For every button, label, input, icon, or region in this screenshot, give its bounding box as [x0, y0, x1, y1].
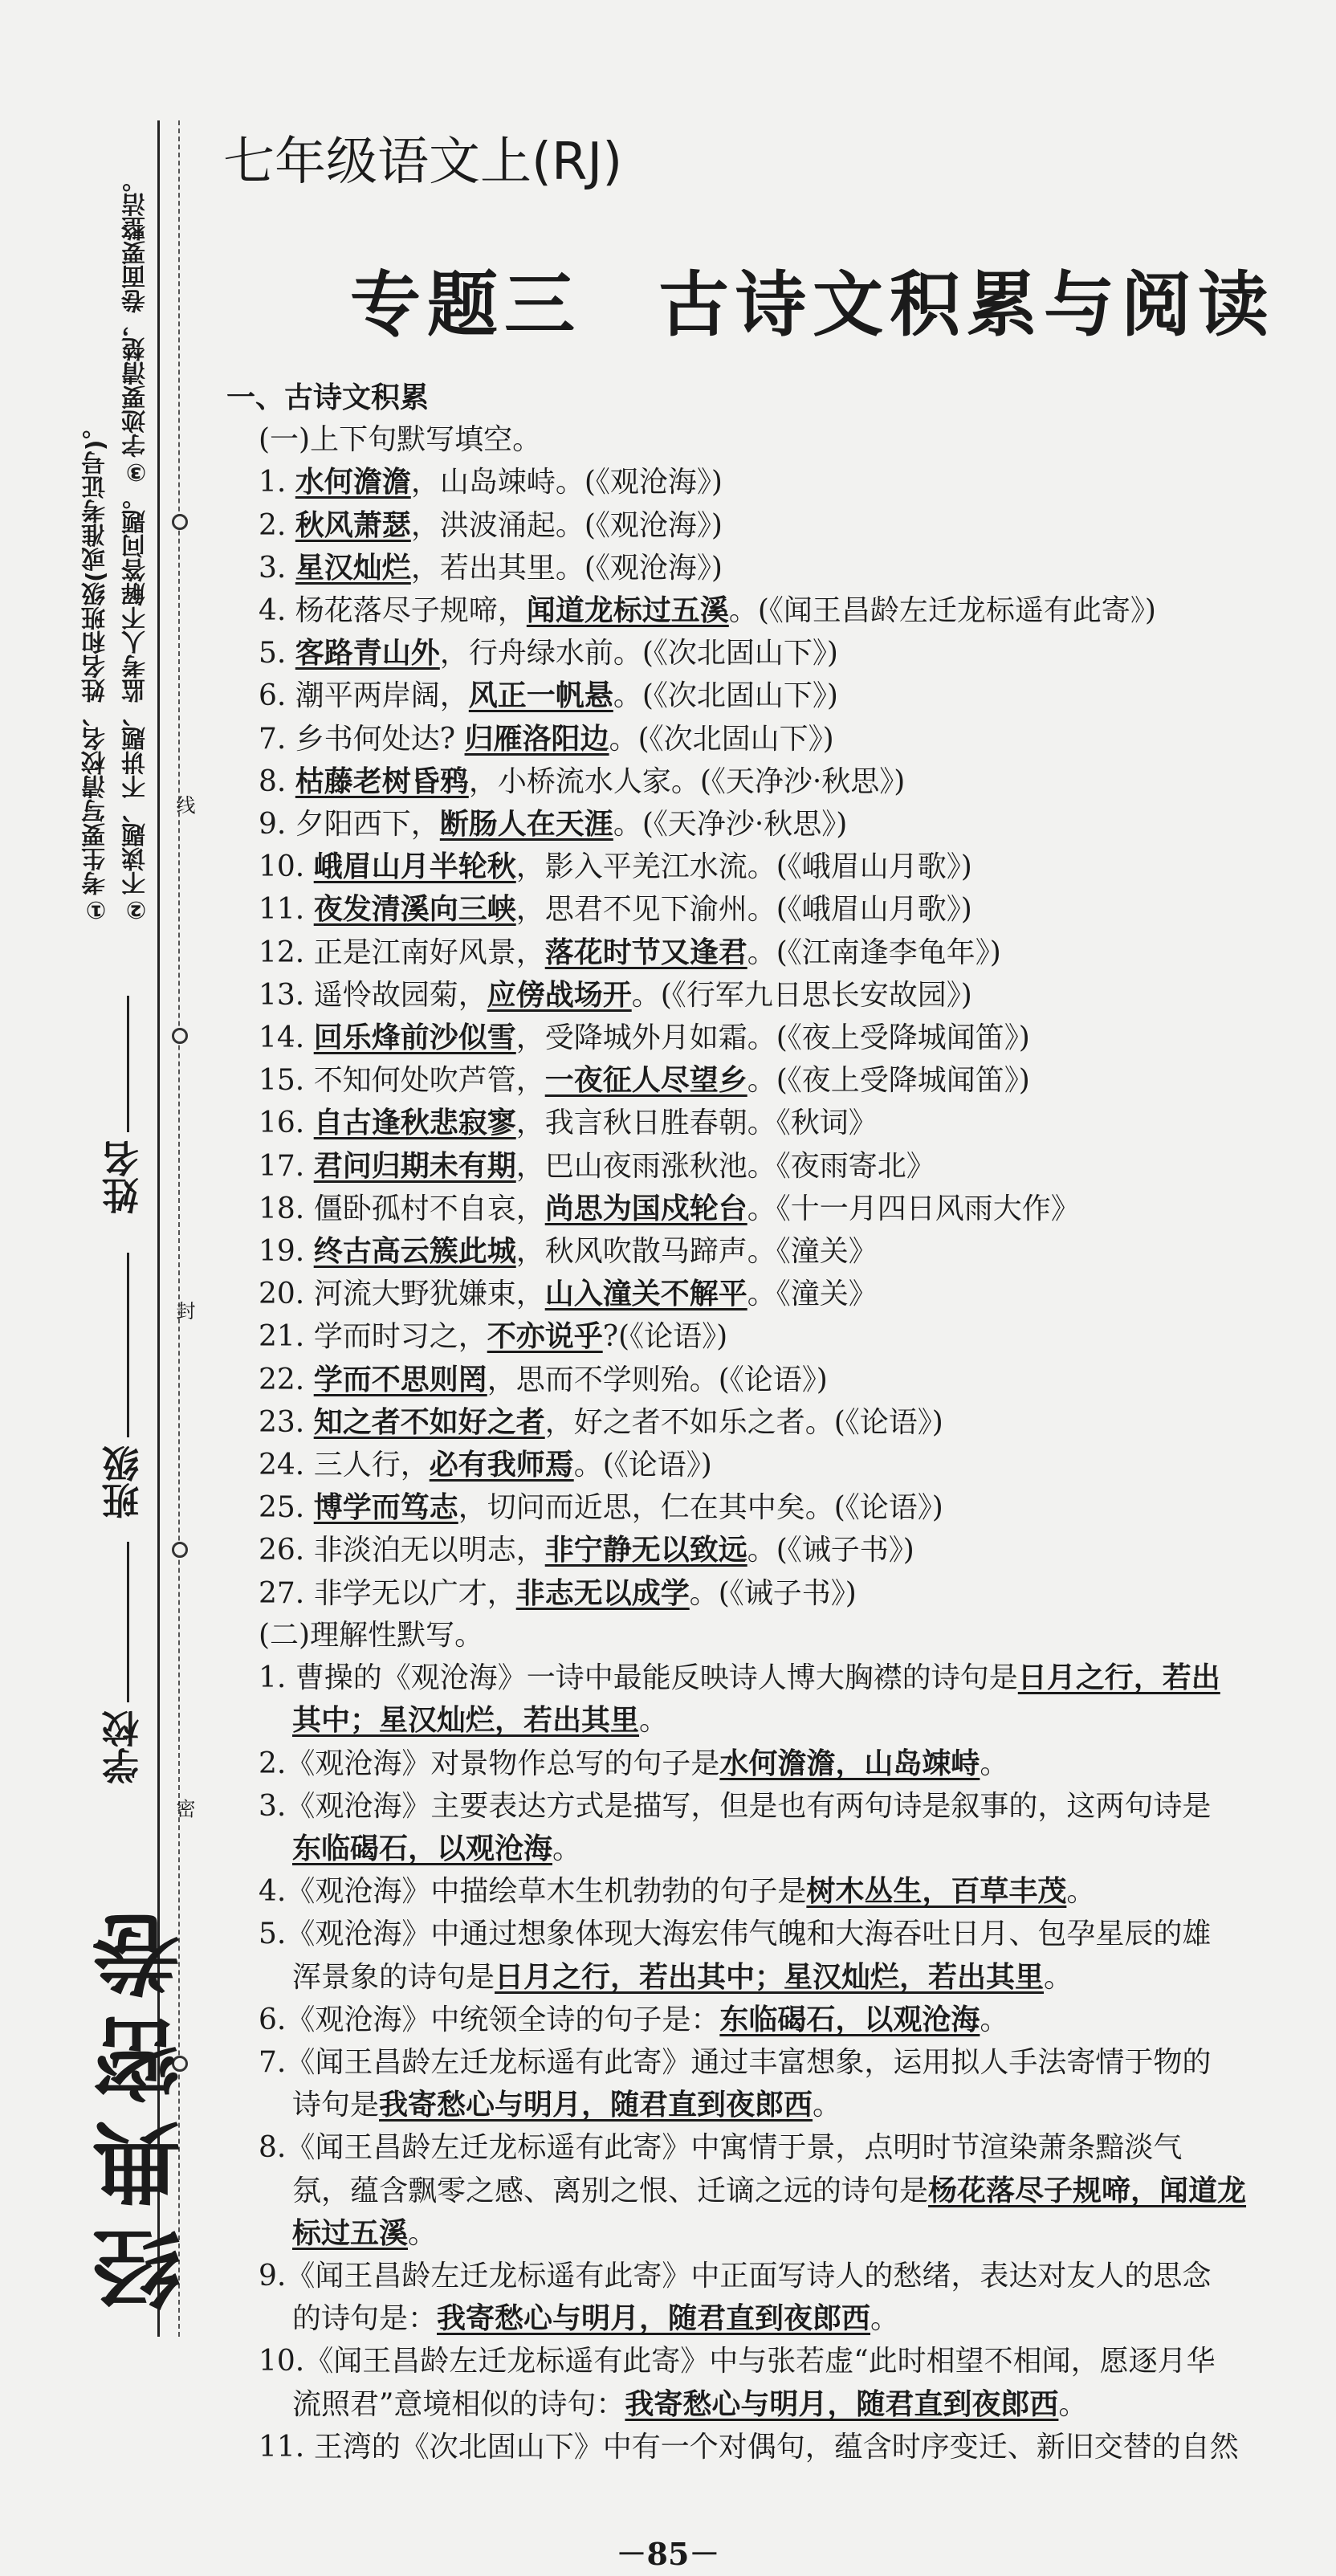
page-number: －85－ [616, 2536, 720, 2572]
list-item [226, 1401, 1286, 1444]
question-text: ?(《论语》) [602, 1320, 728, 1354]
question-text: 17. [259, 1149, 314, 1183]
list-item [226, 1359, 1286, 1401]
question-text: 。(《夜上受降城闻笛》) [747, 1064, 1030, 1098]
question-text: 1. 曹操的《观沧海》一诗中最能反映诗人博大胸襟的诗句是 [259, 1661, 1018, 1695]
question-text: 12. 正是江南好风景， [259, 935, 545, 969]
list-item [226, 888, 1286, 931]
question-text: ，好之者不如乐之者。(《论语》) [544, 1405, 943, 1439]
question-text: 。(《次北固山下》) [609, 722, 834, 756]
question-text: 。 [639, 1704, 669, 1738]
question-text: 5.《观沧海》中通过想象体现大海宏伟气魄和大海吞吐日月、包孕星辰的雄 [259, 1918, 1212, 1951]
question-text: 。(《诫子书》) [747, 1534, 914, 1567]
question-text: 6.《观沧海》中统领全诗的句子是： [259, 2003, 720, 2036]
margin-mark-line: 线 [173, 795, 195, 814]
list-item [226, 1059, 1286, 1102]
question-text: 9. 夕阳西下， [259, 808, 440, 842]
brand-logo-text: 经典密卷 [92, 1895, 195, 2313]
answer-text: 回乐烽前沙似雪 [313, 1021, 516, 1055]
answer-text: 博学而笃志 [313, 1490, 458, 1525]
grade-subject-header: 七年级语文上(RJ) [223, 132, 623, 192]
question-text: 15. 不知何处吹芦管， [259, 1064, 545, 1098]
question-text: 26. 非淡泊无以明志， [259, 1534, 545, 1567]
question-text: 5. [259, 637, 295, 670]
question-text: 。(《次北固山下》) [613, 679, 838, 713]
list-item [226, 846, 1286, 888]
question-text: 。(《天净沙·秋思》) [613, 808, 848, 842]
list-item [226, 632, 1286, 675]
list-item [226, 1230, 1286, 1273]
list-item [226, 461, 1286, 503]
list-item-continued [226, 2297, 1286, 2340]
list-item [226, 1572, 1286, 1615]
answer-text: 山入潼关不解平 [544, 1277, 747, 1311]
list-item-continued [226, 2212, 1286, 2255]
list-item [226, 2340, 1286, 2382]
list-item [226, 1315, 1286, 1358]
question-text: 。 [552, 1832, 582, 1865]
list-item [226, 2255, 1286, 2297]
question-text: ，受降城外月如霜。(《夜上受降城闻笛》) [515, 1021, 1030, 1055]
question-text: 27. 非学无以广才， [259, 1576, 516, 1610]
answer-text: 君问归期未有期 [313, 1148, 516, 1183]
question-text: 6. 潮平两岸阔， [259, 679, 469, 713]
answer-text: 一夜征人尽望乡 [544, 1063, 747, 1098]
question-text: 10.《闻王昌龄左迁龙标遥有此寄》中与张若虚“此时相望不相闻，愿逐月华 [259, 2345, 1216, 2378]
question-text: 7.《闻王昌龄左迁龙标遥有此寄》通过丰富想象，运用拟人手法寄情于物的 [259, 2045, 1212, 2079]
question-text: 4.《观沧海》中描绘草木生机勃勃的句子是 [259, 1875, 807, 1909]
list-item [226, 1017, 1286, 1059]
answer-text: 客路青山外 [295, 636, 440, 670]
answer-text: 尚思为国戍轮台 [544, 1191, 747, 1225]
list-item [226, 1529, 1286, 1571]
answer-text: 非宁静无以致远 [544, 1533, 747, 1567]
question-text: 18. 僵卧孤村不自哀， [259, 1192, 545, 1225]
question-text: 2.《观沧海》对景物作总写的句子是 [259, 1747, 720, 1780]
question-text: 22. [259, 1363, 314, 1396]
question-text: 20. 河流大野犹嫌束， [259, 1278, 545, 1311]
answer-text: 终古高云簇此城 [313, 1234, 516, 1269]
answer-text: 非志无以成学 [515, 1575, 690, 1610]
question-text: 。(《论语》) [573, 1449, 712, 1482]
question-text: ，秋风吹散马蹄声。《潼关》 [515, 1235, 878, 1269]
answer-text: 落花时节又逢君 [544, 935, 747, 969]
list-item [226, 1913, 1286, 1955]
question-text: 。 [870, 2302, 900, 2336]
question-text: 3. [259, 551, 295, 585]
list-item-continued [226, 2084, 1286, 2126]
list-item [226, 1486, 1286, 1529]
question-text: ，山岛竦峙。(《观沧海》) [410, 466, 723, 499]
answer-text: 秋风萧瑟 [295, 507, 411, 542]
question-text: 19. [259, 1235, 314, 1269]
list-item-continued [226, 2383, 1286, 2426]
comprehension-list [226, 1657, 1286, 2468]
question-text: 24. 三人行， [259, 1449, 430, 1482]
list-item [226, 931, 1286, 974]
answer-text: 枯藤老树昏鸦 [295, 764, 469, 798]
question-text: 7. 乡书何处达? [259, 722, 465, 756]
question-text: ，巴山夜雨涨秋池。《夜雨寄北》 [515, 1149, 935, 1183]
question-text: 16. [259, 1107, 314, 1140]
answer-text: 树木丛生，百草丰茂 [806, 1874, 1067, 1909]
question-text: 8.《闻王昌龄左迁龙标遥有此寄》中寓情于景，点明时节渲染萧条黯淡气 [259, 2131, 1183, 2165]
answer-text: 我寄愁心与明月，随君直到夜郎西 [625, 2386, 1059, 2421]
question-text: 浑景象的诗句是 [292, 1960, 495, 1994]
list-item [226, 675, 1286, 717]
answer-text: 杨花落尽子规啼，闻道龙 [928, 2173, 1247, 2207]
question-text: 8. [259, 764, 295, 798]
list-item [226, 1273, 1286, 1315]
answer-text: 知之者不如好之者 [313, 1404, 545, 1439]
list-item [226, 1742, 1286, 1785]
list-item [226, 803, 1286, 846]
list-item [226, 1145, 1286, 1188]
list-item [226, 1999, 1286, 2041]
list-item [226, 1785, 1286, 1828]
list-item-continued [226, 1828, 1286, 1870]
answer-text: 其中；星汉灿烂，若出其里 [292, 1703, 640, 1738]
list-item [226, 589, 1286, 632]
answer-text: 必有我师焉 [429, 1448, 574, 1482]
list-item [226, 2126, 1286, 2169]
margin-mark-bind: 密 [173, 1799, 195, 1818]
question-text: ，若出其里。(《观沧海》) [410, 551, 723, 585]
question-text: ，影入平羌江水流。(《峨眉山月歌》) [515, 850, 972, 884]
answer-text: 我寄愁心与明月，随君直到夜郎西 [379, 2088, 813, 2122]
question-text: 。 [408, 2216, 438, 2250]
question-text: ，思而不学则殆。(《论语》) [487, 1363, 828, 1396]
binding-hole [172, 1542, 188, 1558]
list-item [226, 1870, 1286, 1913]
question-text: 。 [813, 2089, 842, 2122]
question-text: ，思君不见下渝州。(《峨眉山月歌》) [515, 893, 972, 927]
answer-text: 应傍战场开 [487, 977, 632, 1012]
answer-text: 断肠人在天涯 [439, 807, 613, 842]
answer-text: 夜发清溪向三峡 [313, 892, 516, 927]
answer-text: 日月之行，若出其中；星汉灿烂，若出其里 [495, 1959, 1045, 1994]
name-label: 姓名 [101, 1140, 145, 1214]
exam-notice-2: ②不读题、不讲题、监考人不解答问题。③字迹要清楚，卷面要整洁。 [122, 169, 150, 923]
fill-in-list [226, 461, 1286, 1614]
question-text: 的诗句是： [292, 2302, 438, 2336]
question-text: 。《十一月四日风雨大作》 [747, 1192, 1080, 1225]
list-item [226, 2426, 1286, 2468]
list-item-continued [226, 1699, 1286, 1742]
list-item [226, 718, 1286, 760]
page-title: 专题三 古诗文积累与阅读 [350, 263, 1276, 346]
school-field[interactable] [127, 1542, 129, 1702]
answer-text: 东临碣石，以观沧海 [292, 1831, 553, 1865]
answer-text: 归雁洛阳边 [464, 721, 609, 756]
answer-text: 我寄愁心与明月，随君直到夜郎西 [437, 2301, 871, 2336]
exercise-content [226, 377, 1286, 2468]
answer-text: 学而不思则罔 [313, 1362, 487, 1396]
question-text: 氛，蕴含飘零之感、离别之恨、迁谪之远的诗句是 [292, 2174, 929, 2207]
question-text: 3.《观沧海》主要表达方式是描写，但是也有两句诗是叙事的，这两句诗是 [259, 1789, 1212, 1823]
question-text: 11. 王湾的《次北固山下》中有一个对偶句，蕴含时序变迁、新旧交替的自然 [259, 2430, 1239, 2464]
question-text: 11. [259, 893, 314, 927]
question-text: 。 [980, 2003, 1009, 2036]
answer-text: 水何澹澹，山岛竦峙 [719, 1746, 980, 1780]
answer-text: 峨眉山月半轮秋 [313, 850, 516, 884]
margin-mark-seal: 封 [173, 1301, 195, 1320]
answer-text: 闻道龙标过五溪 [526, 593, 729, 628]
class-label: 班级 [101, 1445, 145, 1519]
question-text: 4. 杨花落尽子规啼， [259, 594, 527, 628]
list-item [226, 547, 1286, 589]
list-item [226, 504, 1286, 547]
question-text: 23. [259, 1405, 314, 1439]
answer-text: 星汉灿烂 [295, 550, 411, 585]
question-text: ，洪波涌起。(《观沧海》) [410, 508, 723, 542]
answer-text: 标过五溪 [292, 2215, 409, 2250]
list-item [226, 1657, 1286, 1699]
question-text: 。(《行军九日思长安故园》) [631, 978, 972, 1012]
list-item [226, 1102, 1286, 1144]
binding-hole [172, 514, 188, 530]
question-text: ，我言秋日胜春朝。《秋词》 [515, 1107, 878, 1140]
list-item [226, 1188, 1286, 1230]
class-field[interactable] [127, 1253, 129, 1437]
question-text: 25. [259, 1491, 314, 1525]
question-text: ，行舟绿水前。(《次北固山下》) [439, 637, 838, 670]
question-text: ，小桥流水人家。(《天净沙·秋思》) [468, 764, 906, 798]
list-item [226, 760, 1286, 803]
question-text: 2. [259, 508, 295, 542]
subsection-heading-2: (二)理解性默写。 [259, 1618, 484, 1652]
question-text: 9.《闻王昌龄左迁龙标遥有此寄》中正面写诗人的愁绪，表达对友人的思念 [259, 2259, 1212, 2293]
binding-hole [172, 1028, 188, 1044]
list-item-continued [226, 1956, 1286, 1999]
question-text: 。 [980, 1747, 1009, 1780]
section-heading: 一、古诗文积累 [226, 381, 430, 414]
answer-text: 不亦说乎 [487, 1319, 603, 1354]
list-item [226, 1444, 1286, 1486]
question-text: 14. [259, 1021, 314, 1055]
question-text: 流照君”意境相似的诗句： [292, 2387, 625, 2421]
question-text: 13. 遥怜故园菊， [259, 978, 487, 1012]
question-text: 。 [1058, 2387, 1088, 2421]
subsection-heading-1: (一)上下句默写填空。 [259, 423, 542, 457]
question-text: 。《潼关》 [747, 1278, 878, 1311]
question-text: 。 [1066, 1875, 1096, 1909]
question-text: 诗句是 [292, 2089, 380, 2122]
answer-text: 水何澹澹 [295, 465, 411, 499]
list-item-continued [226, 2170, 1286, 2212]
answer-text: 日月之行，若出 [1017, 1661, 1220, 1695]
school-label: 学校 [101, 1710, 145, 1784]
question-text: 。(《诫子书》) [689, 1576, 857, 1610]
answer-text: 风正一帆悬 [468, 679, 613, 713]
list-item [226, 974, 1286, 1017]
list-item [226, 2041, 1286, 2084]
question-text: ，切问而近思，仁在其中矣。(《论语》) [458, 1491, 943, 1525]
question-text: 10. [259, 850, 314, 884]
answer-text: 自古逢秋悲寂寥 [313, 1106, 516, 1140]
question-text: 。 [1044, 1960, 1073, 1994]
exam-notice-1: ①考生要写清校名、姓名和班级(或准考证号)。 [82, 415, 110, 923]
question-text: 。(《江南逢李龟年》) [747, 935, 1001, 969]
answer-text: 东临碣石，以观沧海 [719, 2002, 980, 2036]
name-field[interactable] [127, 996, 129, 1132]
question-text: 。(《闻王昌龄左迁龙标遥有此寄》) [728, 594, 1156, 628]
question-text: 1. [259, 466, 295, 499]
question-text: 21. 学而时习之， [259, 1320, 487, 1354]
